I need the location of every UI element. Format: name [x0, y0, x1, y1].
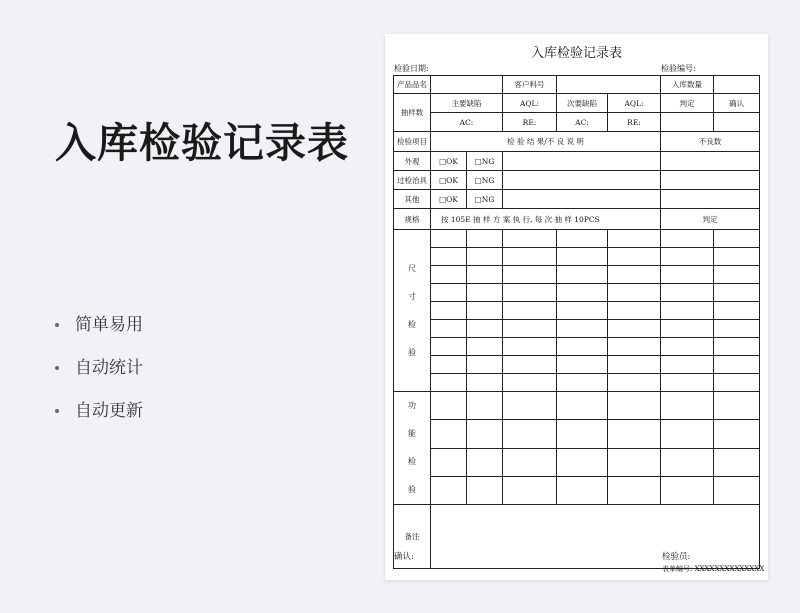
confirm-signature-label: 确认: [394, 552, 414, 562]
measure-cell [714, 266, 760, 284]
cell-check-defects [661, 190, 760, 209]
bullet-icon [55, 366, 59, 370]
measure-cell [503, 356, 557, 374]
measure-cell [714, 374, 760, 392]
cell-customer-part-label: 客户料号 [503, 76, 557, 94]
measure-cell [467, 266, 503, 284]
measure-cell [557, 476, 608, 504]
section-label-char: 验 [408, 485, 416, 494]
bullet-icon [55, 409, 59, 413]
inspect-number-label: 检验编号: [661, 64, 696, 73]
measure-cell [557, 248, 608, 266]
dimension-section-label [394, 230, 431, 392]
function-section-label [394, 392, 431, 505]
cell-check-label: 过检治具 [394, 171, 431, 190]
measure-cell [467, 392, 503, 420]
measure-cell [661, 476, 714, 504]
feature-list [55, 311, 143, 440]
cell-spec-judge: 判定 [661, 209, 760, 230]
form-row-measure [394, 420, 760, 448]
cell-check-ng: □NG [467, 190, 503, 209]
measure-cell [431, 338, 467, 356]
measure-cell [503, 266, 557, 284]
cell-product-label: 产品品名 [394, 76, 431, 94]
form-row-product [394, 76, 760, 94]
form-row-measure [394, 356, 760, 374]
measure-cell [557, 266, 608, 284]
measure-cell [503, 476, 557, 504]
measure-cell [467, 356, 503, 374]
cell-qty-value [714, 76, 760, 94]
cell-check-note [503, 152, 661, 171]
cell-ac-major: AC: [431, 113, 503, 132]
measure-cell [608, 420, 661, 448]
measure-cell [503, 374, 557, 392]
form-row-ac-re [394, 113, 760, 132]
measure-cell [503, 320, 557, 338]
cell-confirm-value [714, 113, 760, 132]
cell-result-header: 检 验 结 果/不 良 说 明 [431, 132, 661, 152]
measure-cell [467, 338, 503, 356]
measure-cell [608, 392, 661, 420]
measure-cell [608, 320, 661, 338]
cell-remark-value [431, 505, 760, 569]
bullet-icon [55, 323, 59, 327]
measure-cell [467, 374, 503, 392]
cell-aql-major: AQL: [503, 94, 557, 113]
measure-cell [714, 284, 760, 302]
measure-cell [661, 420, 714, 448]
measure-cell [608, 356, 661, 374]
measure-cell [467, 284, 503, 302]
cell-defects-header: 不良数 [661, 132, 760, 152]
inspection-form-table [393, 75, 760, 569]
measure-cell [661, 320, 714, 338]
cell-check-note [503, 190, 661, 209]
section-label-char: 尺 [408, 263, 416, 273]
measure-cell [714, 392, 760, 420]
cell-sample-qty-label: 抽样数 [394, 94, 431, 132]
form-row-check [394, 152, 760, 171]
cell-judge-value [661, 113, 714, 132]
form-row-measure [394, 448, 760, 476]
measure-cell [608, 284, 661, 302]
measure-cell [503, 448, 557, 476]
measure-cell [503, 338, 557, 356]
section-label-char: 功 [408, 401, 416, 410]
section-label-char: 寸 [408, 291, 416, 301]
form-row-measure [394, 302, 760, 320]
cell-major-defect-label: 主要缺陷 [431, 94, 503, 113]
measure-cell [714, 420, 760, 448]
cell-confirm-label: 确认 [714, 94, 760, 113]
section-label-char: 验 [408, 347, 416, 357]
cell-check-ok: □OK [431, 171, 467, 190]
measure-cell [503, 392, 557, 420]
measure-cell [467, 448, 503, 476]
feature-item: 自动更新 [55, 397, 143, 440]
measure-cell [608, 302, 661, 320]
measure-cell [608, 476, 661, 504]
form-row-measure [394, 392, 760, 420]
measure-cell [661, 338, 714, 356]
measure-cell [714, 230, 760, 248]
measure-cell [608, 266, 661, 284]
measure-cell [431, 284, 467, 302]
measure-cell [503, 420, 557, 448]
cell-qty-label: 入库数量 [661, 76, 714, 94]
form-preview [385, 34, 768, 580]
form-row-check [394, 190, 760, 209]
measure-cell [557, 448, 608, 476]
cell-check-ng: □NG [467, 152, 503, 171]
measure-cell [503, 230, 557, 248]
dimension-section [394, 230, 760, 392]
measure-cell [431, 302, 467, 320]
form-row-spec [394, 209, 760, 230]
measure-cell [557, 302, 608, 320]
cell-check-defects [661, 152, 760, 171]
measure-cell [661, 392, 714, 420]
measure-cell [714, 302, 760, 320]
cell-remark-label: 备注 [394, 505, 431, 569]
measure-cell [714, 356, 760, 374]
measure-cell [661, 266, 714, 284]
cell-check-defects [661, 171, 760, 190]
form-row-measure [394, 338, 760, 356]
measure-cell [608, 448, 661, 476]
cell-check-note [503, 171, 661, 190]
measure-cell [431, 248, 467, 266]
measure-cell [467, 320, 503, 338]
measure-cell [557, 420, 608, 448]
document-title: 入库检验记录表 [530, 46, 622, 61]
measure-cell [557, 338, 608, 356]
inspector-signature-label: 检验员: [662, 552, 691, 562]
measure-cell [714, 476, 760, 504]
measure-cell [431, 230, 467, 248]
feature-item: 自动统计 [55, 354, 143, 397]
form-row-items-header [394, 132, 760, 152]
form-row-measure [394, 320, 760, 338]
measure-cell [608, 338, 661, 356]
measure-cell [431, 420, 467, 448]
measure-cell [557, 284, 608, 302]
measure-cell [661, 284, 714, 302]
measure-cell [557, 320, 608, 338]
measure-cell [503, 302, 557, 320]
measure-cell [467, 420, 503, 448]
section-label-char: 检 [408, 319, 416, 329]
inspect-date-label: 检验日期: [394, 64, 429, 73]
measure-cell [467, 248, 503, 266]
form-row-check [394, 171, 760, 190]
measure-cell [714, 248, 760, 266]
cell-customer-part-value [557, 76, 661, 94]
measure-cell [431, 476, 467, 504]
form-row-remark [394, 505, 760, 569]
measure-cell [431, 266, 467, 284]
feature-item: 简单易用 [55, 311, 143, 354]
measure-cell [431, 374, 467, 392]
cell-check-label: 外观 [394, 152, 431, 171]
cell-ac-minor: AC: [557, 113, 608, 132]
form-serial-number: 表单编号: XXXXXXXXXXXXXX [662, 565, 765, 573]
measure-cell [608, 374, 661, 392]
measure-cell [714, 448, 760, 476]
cell-aql-minor: AQL: [608, 94, 661, 113]
measure-cell [431, 356, 467, 374]
section-label-char: 能 [408, 429, 416, 438]
measure-cell [714, 320, 760, 338]
measure-cell [557, 392, 608, 420]
measure-cell [608, 248, 661, 266]
measure-cell [661, 230, 714, 248]
form-row-measure [394, 476, 760, 504]
section-label-char: 检 [408, 457, 416, 466]
form-row-measure [394, 230, 760, 248]
measure-cell [431, 448, 467, 476]
measure-cell [467, 476, 503, 504]
cell-re-major: RE: [503, 113, 557, 132]
form-row-measure [394, 248, 760, 266]
cell-check-ng: □NG [467, 171, 503, 190]
cell-minor-defect-label: 次要缺陷 [557, 94, 608, 113]
measure-cell [661, 356, 714, 374]
measure-cell [661, 248, 714, 266]
hero-title: 入库检验记录表 [55, 119, 349, 167]
measure-cell [661, 302, 714, 320]
measure-cell [503, 284, 557, 302]
measure-cell [557, 356, 608, 374]
cell-product-value [431, 76, 503, 94]
cell-item-label: 检验项目 [394, 132, 431, 152]
cell-check-label: 其他 [394, 190, 431, 209]
measure-cell [661, 448, 714, 476]
measure-cell [467, 230, 503, 248]
cell-check-ok: □OK [431, 152, 467, 171]
measure-cell [714, 338, 760, 356]
cell-spec-label: 规格 [394, 209, 431, 230]
form-row-sampling [394, 94, 760, 113]
cell-spec-text: 按 105E 抽 样 方 案 执 行, 每 次 抽 样 10PCS [431, 209, 661, 230]
form-row-measure [394, 374, 760, 392]
form-row-measure [394, 284, 760, 302]
measure-cell [467, 302, 503, 320]
cell-re-minor: RE: [608, 113, 661, 132]
measure-cell [557, 230, 608, 248]
cell-judge-label: 判定 [661, 94, 714, 113]
measure-cell [503, 248, 557, 266]
measure-cell [661, 374, 714, 392]
measure-cell [557, 374, 608, 392]
measure-cell [608, 230, 661, 248]
measure-cell [431, 392, 467, 420]
function-section [394, 392, 760, 505]
cell-check-ok: □OK [431, 190, 467, 209]
measure-cell [431, 320, 467, 338]
form-row-measure [394, 266, 760, 284]
